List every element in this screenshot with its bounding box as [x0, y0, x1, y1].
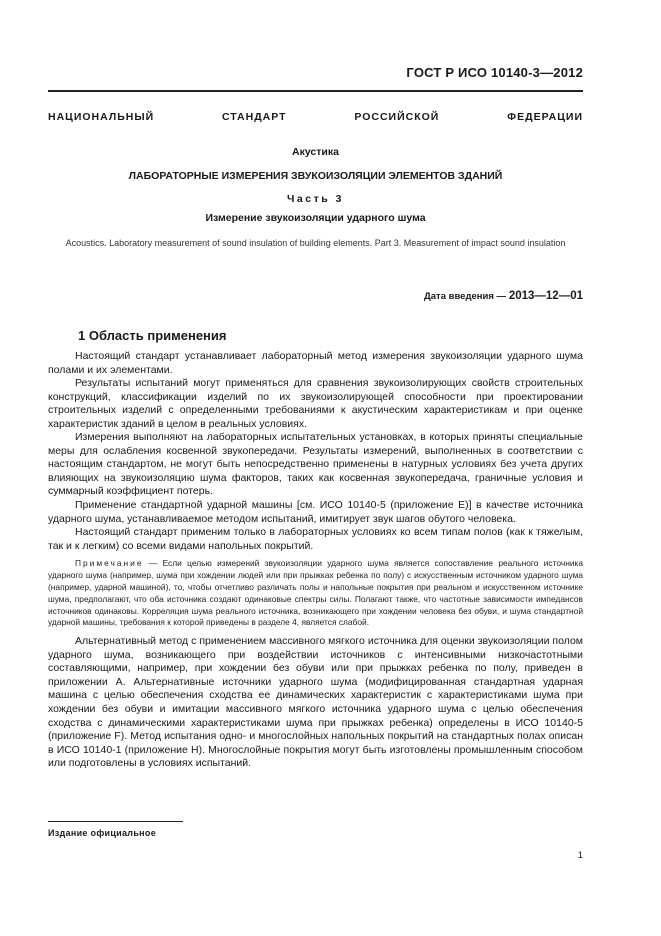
paragraph: Применение стандартной ударной машины [см. ИСО 10140-5 (приложение Е)] в качестве источника ударного шума, устанавливаемое методом испытаний, имитирует звук шагов обутого человека. — [48, 499, 583, 525]
footer-divider — [48, 821, 183, 822]
document-code: ГОСТ Р ИСО 10140-3—2012 — [406, 65, 583, 80]
introduction-date — [424, 290, 583, 302]
introduction-date-value: 2013—12—01 — [508, 290, 583, 302]
introduction-date-label: Дата введения — — [424, 291, 507, 302]
note-label: Примечание — [75, 558, 144, 569]
paragraph: Настоящий стандарт применим только в лабораторных условиях ко всем типам полов (как к тяжелым, так и к легким) со всеми видами напольных покрытий. — [48, 526, 583, 552]
note-text: — Если целью измерений звукоизоляции ударного шума является сопоставление реального источника ударного шума (например, шума при хождении людей или при прыжках ребенка по полу) с искусственным источником ударного шума (например, ударной машиной), то, чтобы отчетливо различать полы и напольные покрытия при реальном и искусственном источнике шума, предполагают, что оба источника создают одинаковые спектры силы. Полагают также, что частотные зависимости импедансов источников одинаковы. Корреляция шума реального источника, возникающего при хождении человека без обуви, и шума стандартной ударной машины, требования к которой приведены в разделе 4, является слабой. — [48, 558, 583, 628]
english-title: Acoustics. Laboratory measurement of sound insulation of building elements. Part 3. Measurement of impact sound insulation — [65, 238, 566, 248]
paragraph: Настоящий стандарт устанавливает лабораторный метод измерения звукоизоляции ударного шума полами и их элементами. — [48, 350, 583, 376]
part-label: Часть 3 — [287, 193, 344, 205]
note — [48, 558, 583, 629]
page-number: 1 — [577, 850, 583, 861]
header-divider — [48, 90, 583, 92]
subject-heading: Акустика — [292, 146, 339, 158]
edition-label: Издание официальное — [48, 828, 157, 838]
main-title: ЛАБОРАТОРНЫЕ ИЗМЕРЕНИЯ ЗВУКОИЗОЛЯЦИИ ЭЛЕМЕНТОВ ЗДАНИЙ — [128, 170, 503, 182]
section-body — [48, 350, 583, 771]
section-heading: 1 Область применения — [78, 328, 227, 343]
standard-title: НАЦИОНАЛЬНЫЙ СТАНДАРТ РОССИЙСКОЙ ФЕДЕРАЦИИ — [48, 111, 583, 123]
paragraph: Измерения выполняют на лабораторных испытательных установках, в которых приняты специальные меры для ослабления косвенной звукопередачи. Результаты измерений, выполненных в соответствии с настоящим стандартом, не могут быть непосредственно применены в натурных условиях без учета других влияющих на звукоизоляцию шума факторов, таких как косвенная звукопередача, граничные условия и суммарный коэффициент потерь. — [48, 431, 583, 498]
paragraph: Результаты испытаний могут применяться для сравнения звукоизолирующих свойств строительных конструкций, классификации изделий по их звукоизолирующей способности при проектировании строительных изделий с определенными требованиями к акустическим характеристикам и при оценке характеристик зданий в целом в реальных условиях. — [48, 377, 583, 430]
part-title: Измерение звукоизоляции ударного шума — [205, 212, 426, 224]
paragraph: Альтернативный метод с применением массивного мягкого источника для оценки звукоизоляции полом ударного шума, возникающего при воздействии источников с интенсивными низкочастотными составляющими, например, при хождении без обуви или при прыжках ребенка по полу, приведен в приложении А. Альтернативные источники ударного шума (модифицированная стандартная ударная машина с целью обеспечения сходства ее динамических характеристик с характеристиками шума при хождении без обуви и имитации массивного мягкого источника ударного шума с целью обеспечения сходства с динамическими характеристиками шума при прыжках ребенка) определены в ИСО 10140-5 (приложение F). Метод испытания одно- и многослойных напольных покрытий на стандартных полах описан в ИСО 10140-1 (приложение Н). Многослойные покрытия могут быть изготовлены промышленным способом или подготовлены в условиях испытаний. — [48, 635, 583, 770]
